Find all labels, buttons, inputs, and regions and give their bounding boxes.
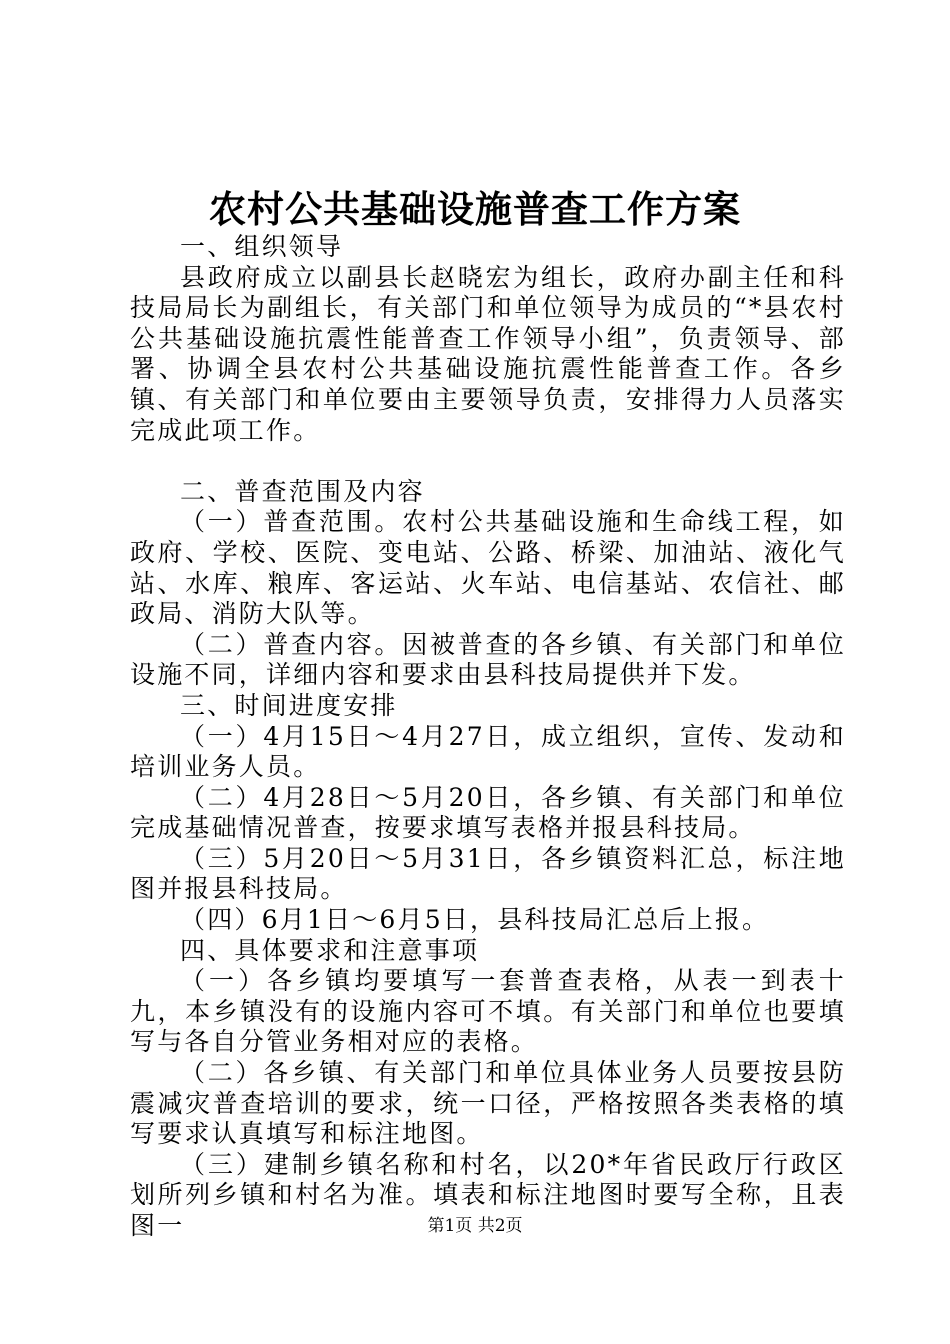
document-body xyxy=(130,232,846,1242)
paragraph: 县政府成立以副县长赵晓宏为组长，政府办副主任和科技局局长为副组长，有关部门和单位领导为成员的“*县农村公共基础设施抗震性能普查工作领导小组”，负责领导、部署、协调全县农村公共基础设施抗震性能普查工作。各乡镇、有关部门和单位要由主要领导负责，安排得力人员落实完成此项工作。 xyxy=(130,262,846,445)
paragraph: （二）各乡镇、有关部门和单位具体业务人员要按县防震减灾普查培训的要求，统一口径，严格按照各类表格的填写要求认真填写和标注地图。 xyxy=(130,1058,846,1149)
section-heading: 一、组织领导 xyxy=(180,232,344,261)
paragraph: （二）普查内容。因被普查的各乡镇、有关部门和单位设施不同，详细内容和要求由县科技局提供并下发。 xyxy=(130,629,846,690)
paragraph: （二）4月28日～5月20日，各乡镇、有关部门和单位完成基础情况普查，按要求填写表格并报县科技局。 xyxy=(130,782,846,843)
paragraph: （一）各乡镇均要填写一套普查表格，从表一到表十九，本乡镇没有的设施内容可不填。有关部门和单位也要填写与各自分管业务相对应的表格。 xyxy=(130,966,846,1057)
paragraph: （一）4月15日～4月27日，成立组织，宣传、发动和培训业务人员。 xyxy=(130,721,846,782)
section-heading: 二、普查范围及内容 xyxy=(180,476,425,506)
paragraph: （一）普查范围。农村公共基础设施和生命线工程，如政府、学校、医院、变电站、公路、桥梁、加油站、液化气站、水库、粮库、客运站、火车站、电信基站、农信社、邮政局、消防大队等。 xyxy=(130,507,846,629)
paragraph: （三）建制乡镇名称和村名，以20*年省民政厅行政区划所列乡镇和村名为准。填表和标注地图时要写全称，且表图一 xyxy=(130,1149,846,1240)
blank-line xyxy=(130,446,846,477)
paragraph: （四）6月1日～6月5日，县科技局汇总后上报。 xyxy=(180,905,770,935)
section-heading: 三、时间进度安排 xyxy=(180,690,398,720)
paragraph: （三）5月20日～5月31日，各乡镇资料汇总，标注地图并报县科技局。 xyxy=(130,843,846,904)
page-footer: 第1页 共2页 xyxy=(427,1216,523,1236)
document-title: 农村公共基础设施普查工作方案 xyxy=(209,187,741,231)
section-heading: 四、具体要求和注意事项 xyxy=(180,935,480,965)
